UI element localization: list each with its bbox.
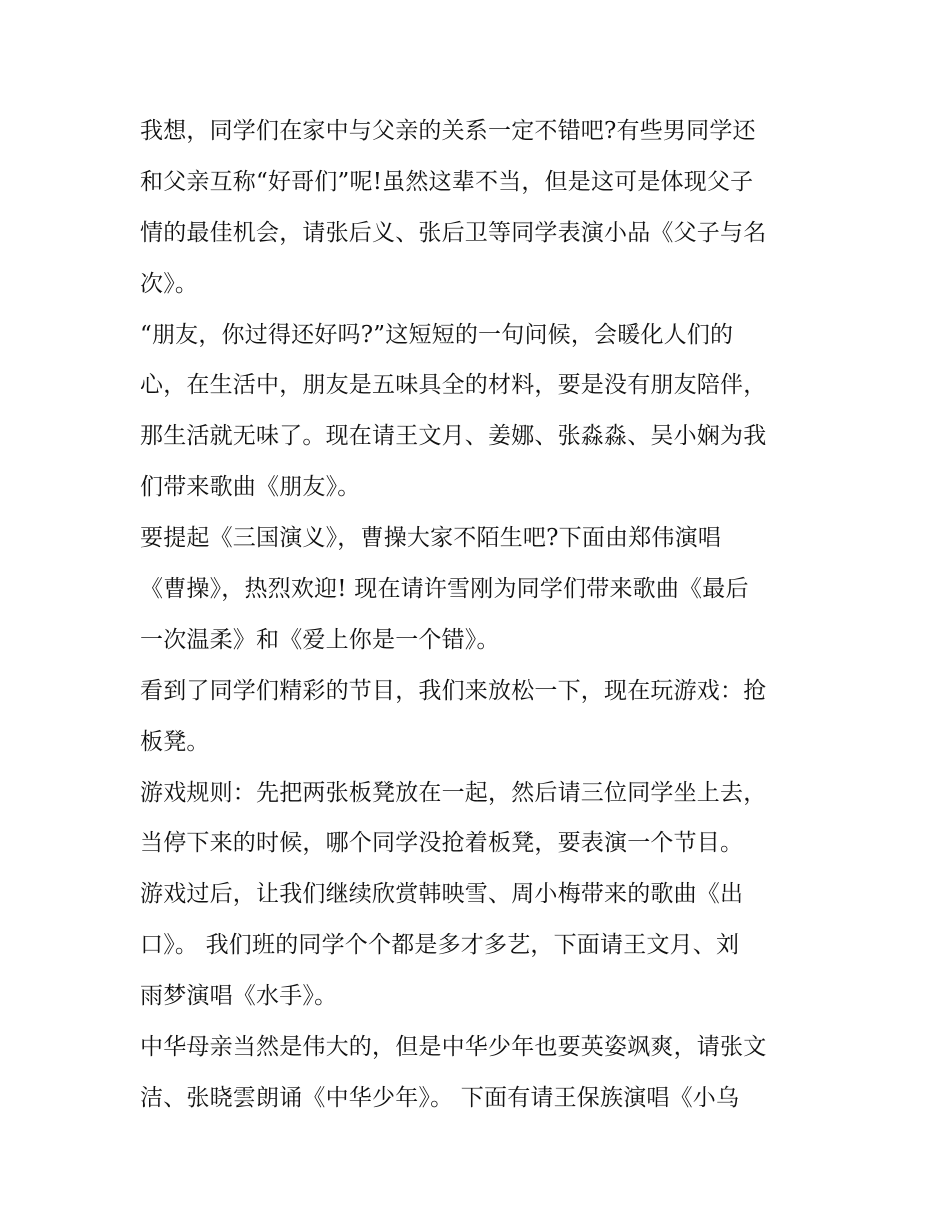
text-line: 看到了同学们精彩的节目，我们来放松一下，现在玩游戏：抢 <box>140 677 767 704</box>
text-line: 雨梦演唱《水手》。 <box>140 983 338 1010</box>
text-line: 次》。 <box>140 270 199 297</box>
text-line: 一次温柔》和《爱上你是一个错》。 <box>140 626 500 653</box>
text-line: 要提起《三国演义》，曹操大家不陌生吧?下面由郑伟演唱 <box>140 525 722 552</box>
text-line: 洁、张晓雲朗诵《中华少年》。 下面有请王保族演唱《小乌 <box>140 1084 740 1111</box>
text-line: 中华母亲当然是伟大的，但是中华少年也要英姿飒爽，请张文 <box>140 1034 767 1061</box>
text-line: 那生活就无味了。现在请王文月、姜娜、张淼淼、吴小娴为我 <box>140 423 767 450</box>
text-line: 和父亲互称“好哥们”呢!虽然这辈不当，但是这可是体现父子 <box>140 168 754 195</box>
text-line: “朋友，你过得还好吗?”这短短的一句问候，会暖化人们的 <box>140 321 734 348</box>
text-line: 我想，同学们在家中与父亲的关系一定不错吧?有些男同学还 <box>140 118 756 144</box>
text-line: 口》。 我们班的同学个个都是多才多艺，下面请王文月、刘 <box>140 932 740 959</box>
text-line: 游戏过后，让我们继续欣赏韩映雪、周小梅带来的歌曲《出 <box>140 881 744 908</box>
text-line: 心，在生活中，朋友是五味具全的材料，要是没有朋友陪伴， <box>140 372 767 399</box>
document-body <box>140 106 830 1124</box>
text-line: 游戏规则：先把两张板凳放在一起，然后请三位同学坐上去， <box>140 779 767 806</box>
text-line: 板凳。 <box>140 728 210 755</box>
text-line: 当停下来的时候，哪个同学没抢着板凳，要表演一个节目。 <box>140 830 744 857</box>
text-line: 们带来歌曲《朋友》。 <box>140 474 361 501</box>
text-line: 《曹操》，热烈欢迎! 现在请许雪刚为同学们带来歌曲《最后 <box>140 576 749 603</box>
text-line: 情的最佳机会，请张后义、张后卫等同学表演小品《父子与名 <box>140 219 767 246</box>
